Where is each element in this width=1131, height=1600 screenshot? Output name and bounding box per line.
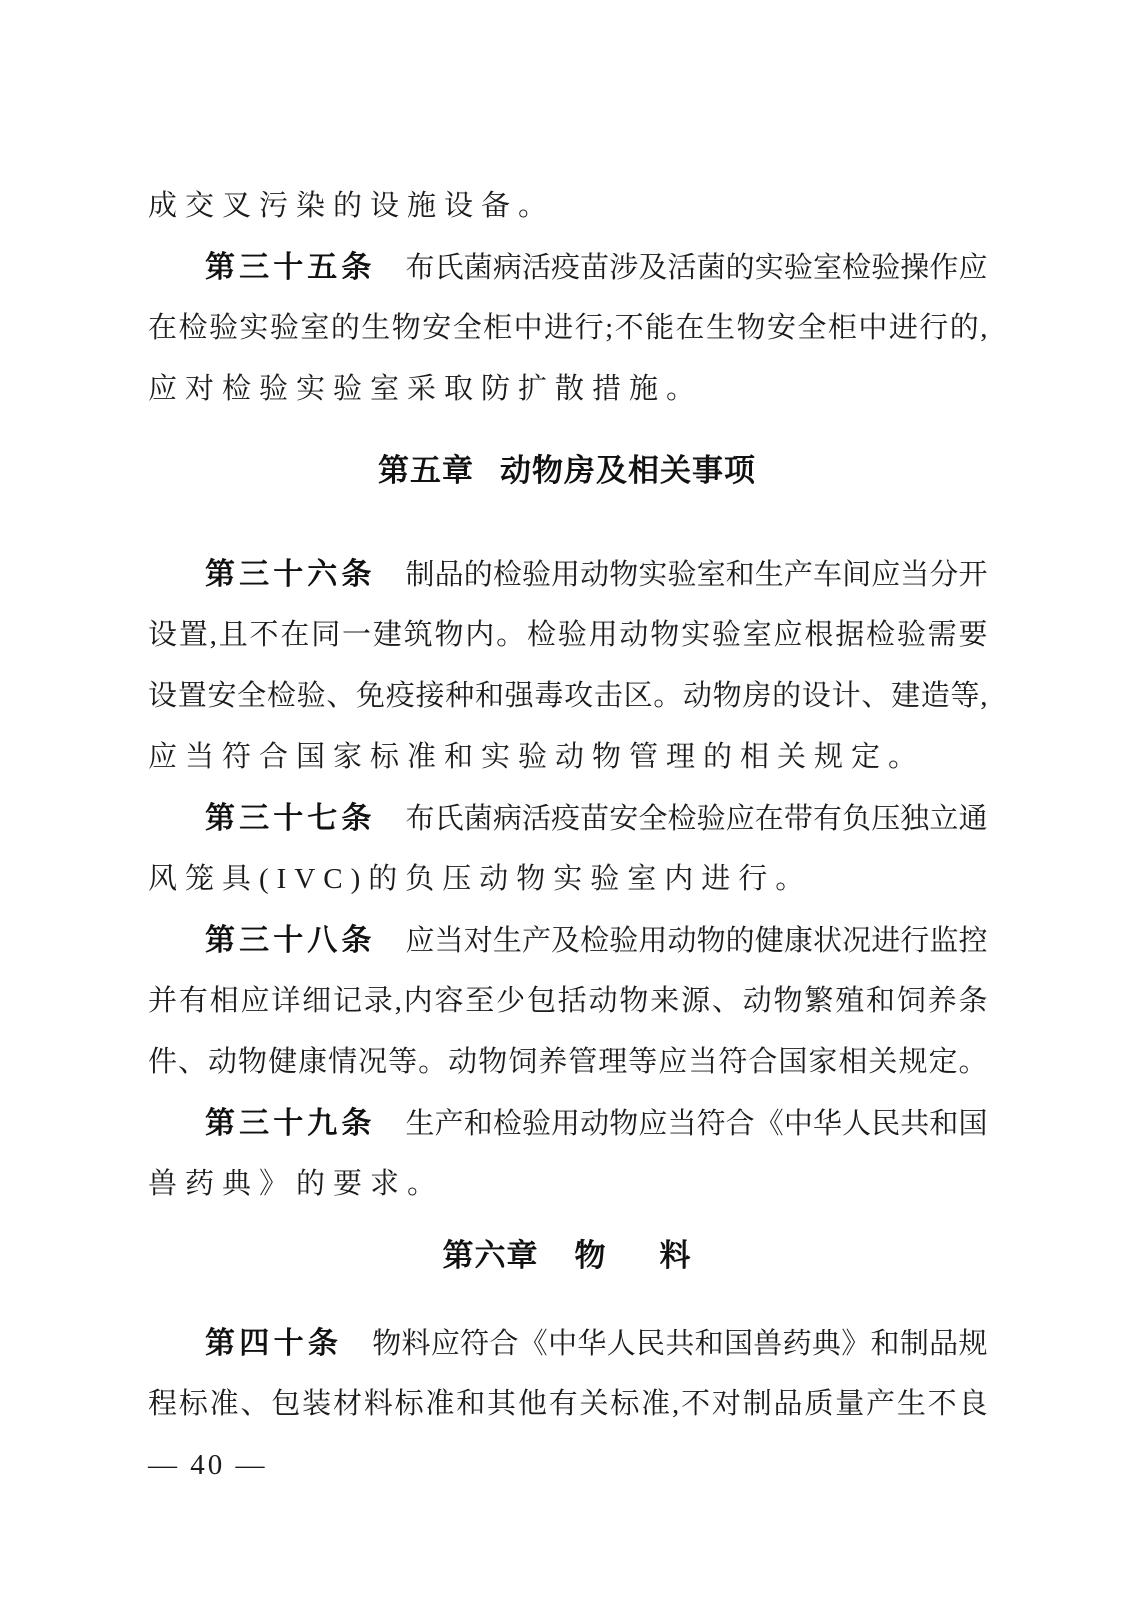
body-text-line — [148, 359, 986, 420]
body-text-line — [148, 298, 986, 359]
document-content — [148, 176, 986, 1491]
article-paragraph-line — [148, 788, 986, 849]
chapter-heading-title: 物 — [574, 1238, 607, 1273]
line-text: 并有相应详细记录,内容至少包括动物来源、动物繁殖和饲养条 — [148, 985, 986, 1017]
line-text: 布氏菌病活疫苗安全检验应在带有负压独立通 — [405, 803, 986, 835]
line-text: 制品的检验用动物实验室和生产车间应当分开 — [405, 559, 986, 591]
body-text-line — [148, 605, 986, 666]
body-text-line — [148, 971, 986, 1032]
line-text: 应对检验实验室采取防扩散措施。 — [148, 373, 704, 405]
line-text: 生产和检验用动物应当符合《中华人民共和国 — [405, 1108, 986, 1140]
article-paragraph-line — [148, 237, 986, 298]
line-text: 设置,且不在同一建筑物内。检验用动物实验室应根据检验需要 — [148, 619, 986, 651]
body-text-line — [148, 727, 986, 788]
article-paragraph-line — [148, 544, 986, 605]
line-text: 物料应符合《中华人民共和国兽药典》和制品规 — [372, 1328, 986, 1360]
article-number: 第三十五条 — [205, 251, 376, 284]
article-paragraph-line — [148, 910, 986, 971]
body-text-line — [148, 1154, 986, 1215]
line-text: 应当符合国家标准和实验动物管理的相关规定。 — [148, 741, 926, 773]
line-text: 程标准、包装材料标准和其他有关标准,不对制品质量产生不良 — [148, 1388, 986, 1420]
body-text-line — [148, 176, 986, 237]
chapter-heading-label: 第五章 — [378, 453, 474, 488]
article-paragraph-line — [148, 1093, 986, 1154]
body-text-line — [148, 849, 986, 910]
line-text: 风笼具(IVC)的负压动物实验室内进行。 — [148, 863, 813, 895]
chapter-heading-label: 第六章 — [442, 1238, 539, 1273]
article-number: 第三十六条 — [205, 558, 376, 591]
page-number: — 40 — — [148, 1449, 268, 1481]
line-text: 在检验实验室的生物安全柜中进行;不能在生物安全柜中进行的, — [148, 312, 986, 344]
body-text-line — [148, 1032, 986, 1093]
text-blocks — [148, 176, 986, 1435]
line-text: 设置安全检验、免疫接种和强毒攻击区。动物房的设计、建造等, — [148, 680, 986, 712]
article-paragraph-line — [148, 1313, 986, 1374]
chapter-heading-title: 料 — [659, 1238, 692, 1273]
chapter-heading-chapter-6 — [148, 1233, 986, 1279]
line-text: 件、动物健康情况等。动物饲养管理等应当符合国家相关规定。 — [148, 1046, 986, 1078]
body-text-line — [148, 666, 986, 727]
line-text: 兽药典》的要求。 — [148, 1168, 445, 1200]
article-number: 第四十条 — [205, 1327, 343, 1360]
article-number: 第三十七条 — [205, 802, 376, 835]
line-text: 布氏菌病活疫苗涉及活菌的实验室检验操作应 — [405, 252, 986, 284]
line-text: 应当对生产及检验用动物的健康状况进行监控 — [405, 925, 986, 957]
article-number: 第三十九条 — [205, 1107, 376, 1140]
body-text-line — [148, 1374, 986, 1435]
chapter-heading-chapter-5 — [148, 448, 986, 494]
chapter-heading-title: 动物房及相关事项 — [500, 453, 756, 488]
line-text: 成交叉污染的设施设备。 — [148, 190, 556, 222]
article-number: 第三十八条 — [205, 924, 376, 957]
